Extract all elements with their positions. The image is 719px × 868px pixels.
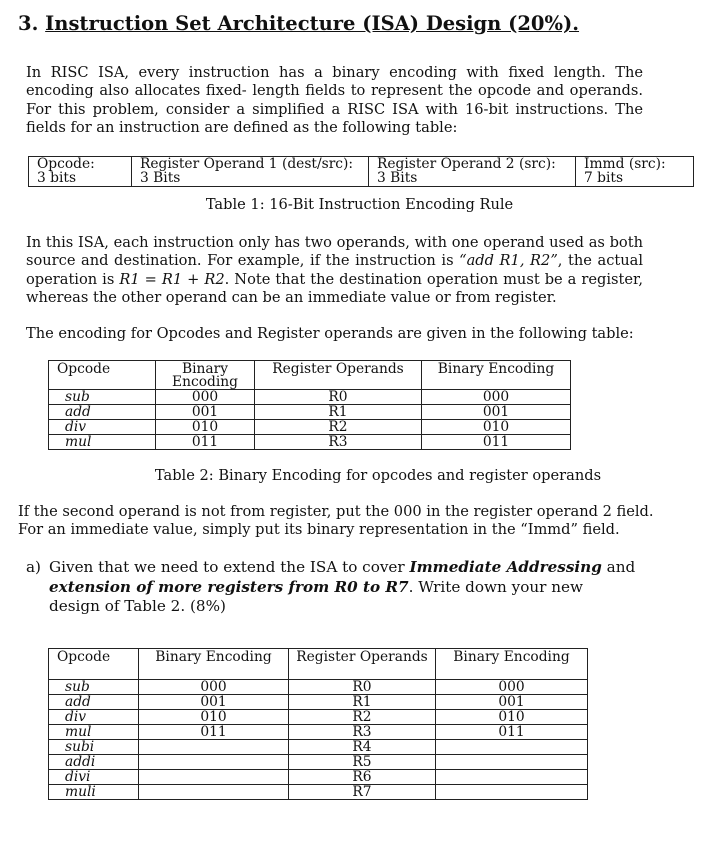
table-row: mul 011 R3 011 [49,435,571,450]
table-row: muli R7 [49,785,588,800]
col-header: Opcode [49,649,139,680]
col-header: Register Operands [255,361,422,390]
emphasis-immediate-addressing: Immediate Addressing [409,558,602,576]
table-row: div 010 R2 010 [49,420,571,435]
table1-caption: Table 1: 16-Bit Instruction Encoding Rule [205,196,514,213]
table-header-row [49,649,588,680]
question-a: a) Given that we need to extend the ISA to cover Immediate Addressing and extension of more registers from R0 to R7. Write down your new design of Table 2. (8%) [26,558,636,616]
table-row: mul 011 R3 011 [49,725,588,740]
col-header: Binary Encoding [422,361,571,390]
col-header: Opcode [49,361,156,390]
intro-paragraph: In RISC ISA, every instruction has a binary encoding with fixed length. The encoding also allocates fixed- length fields to represent the opcode and operands. For this problem, consider a simplified a RISC ISA with 16-bit instructions. The fields for an instruction are defined as the following table: [26,64,643,136]
col-header: Binary Encoding [436,649,588,680]
table2-caption: Table 2: Binary Encoding for opcodes and register operands [154,467,602,484]
col-header: Binary Encoding [139,649,289,680]
example-instruction: “add R1, R2” [459,252,558,270]
section-title: Instruction Set Architecture (ISA) Design (20%). [45,12,580,35]
immediate-paragraph: If the second operand is not from register, put the 000 in the register operand 2 field. For an immediate value, simply put its binary representation in the “Immd” field. [18,503,654,539]
table-row: addi R5 [49,755,588,770]
emphasis-register-extension: extension of more registers from R0 to R7 [49,577,409,596]
example-operation: R1 = R1 + R2 [119,270,225,288]
answer-encoding-table [48,648,588,800]
question-label: a) [26,558,41,576]
field-register-operand-1: Register Operand 1 (dest/src): 3 Bits [132,157,369,187]
table-row: sub 000 R0 000 [49,680,588,695]
table-row: sub 000 R0 000 [49,390,571,405]
table-header-row [49,361,571,390]
field-opcode: Opcode: 3 bits [29,157,132,187]
field-immediate: Immd (src): 7 bits [576,157,694,187]
col-header: Register Operands [289,649,436,680]
field-register-operand-2: Register Operand 2 (src): 3 Bits [369,157,576,187]
table-row: add 001 R1 001 [49,405,571,420]
instruction-format-table [28,156,694,187]
table-row: divi R6 [49,770,588,785]
table-row: div 010 R2 010 [49,710,588,725]
page-title [18,12,579,35]
encoding-table [48,360,571,450]
encoding-intro: The encoding for Opcodes and Register operands are given in the following table: [26,325,634,342]
example-paragraph: In this ISA, each instruction only has two operands, with one operand used as both source and destination. For example, if the instruction is “add R1, R2”, the actual operation is R1 = R1 + R2. Note that the destination operation must be a register, whereas the other operand can be an immediate value or from register. [26,234,644,306]
section-number: 3. [18,12,39,35]
col-header: Binary Encoding [156,361,255,390]
table-row: subi R4 [49,740,588,755]
table-row: add 001 R1 001 [49,695,588,710]
